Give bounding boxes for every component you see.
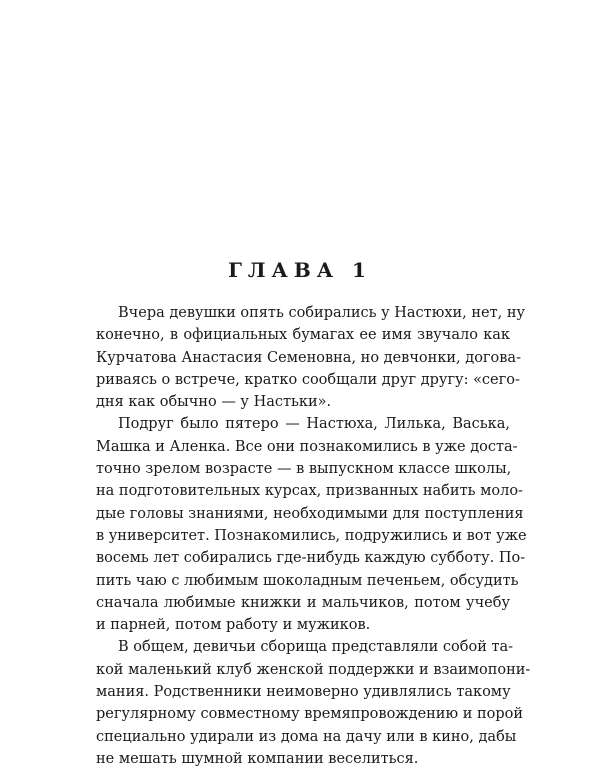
text-line: кой маленький клуб женской поддержки и взаимопони- — [96, 661, 531, 678]
text-line: на подготовительных курсах, призванных набить моло- — [96, 483, 523, 500]
text-line: Подруг было пятеро — Настюха, Лилька, Васька, — [118, 416, 510, 433]
text-line: дые головы знаниями, необходимыми для поступления — [96, 505, 524, 522]
text-line: регулярному совместному времяпровождению и порой — [96, 706, 524, 723]
body-text — [96, 302, 531, 770]
chapter-title: ГЛАВА 1 — [228, 258, 372, 282]
text-line: Машка и Аленка. Все они познакомились в уже доста- — [96, 438, 518, 455]
text-line: в университет. Познакомились, подружились и вот уже — [96, 527, 527, 544]
text-line: не мешать шумной компании веселиться. — [96, 750, 419, 767]
text-line: сначала любимые книжки и мальчиков, потом учебу — [96, 594, 510, 611]
text-line: дня как обычно — у Настьки». — [96, 394, 332, 411]
text-line: риваясь о встрече, кратко сообщали друг другу: «сего- — [96, 371, 520, 388]
text-line: точно зрелом возрасте — в выпускном классе школы, — [96, 461, 512, 478]
text-line: и парней, потом работу и мужиков. — [96, 617, 371, 634]
text-line: восемь лет собирались где-нибудь каждую субботу. По- — [96, 550, 526, 567]
text-line: Вчера девушки опять собирались у Настюхи, нет, ну — [118, 305, 526, 321]
text-line: конечно, в официальных бумагах ее имя звучало как — [96, 327, 510, 344]
text-line: пить чаю с любимым шоколадным печеньем, обсудить — [96, 572, 519, 589]
text-line: В общем, девичьи сборища представляли собой та- — [118, 639, 514, 656]
text-line: Курчатова Анастасия Семеновна, но девчонки, догова- — [96, 349, 521, 366]
text-line: специально удирали из дома на дачу или в кино, дабы — [96, 728, 517, 745]
text-line: мания. Родственники неимоверно удивлялись такому — [96, 684, 511, 701]
